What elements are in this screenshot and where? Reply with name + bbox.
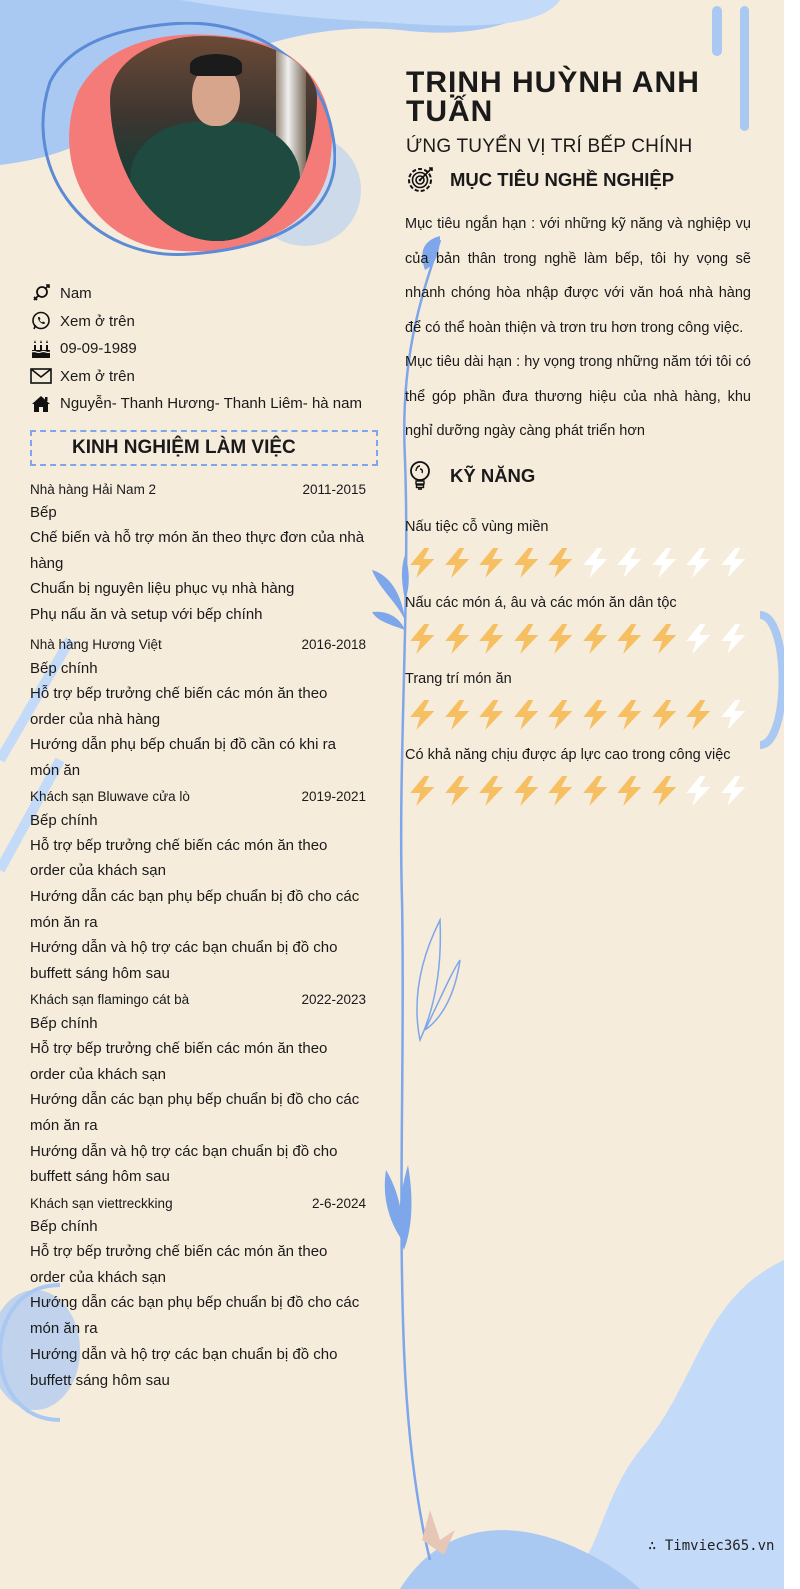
- profile-photo: [110, 36, 317, 241]
- job-duty: Hướng dẫn và hộ trợ các bạn chuẩn bị đồ cho buffett sáng hôm sau: [30, 1345, 338, 1389]
- job-role: Bếp: [30, 504, 57, 521]
- job-period: 2022-2023: [301, 992, 366, 1008]
- bolt-filled-icon: [474, 546, 509, 580]
- skill-rating: [405, 622, 755, 656]
- bolt-empty-icon: [716, 698, 751, 732]
- candidate-name: TRỊNH HUỲNH ANH TUẤN: [406, 66, 700, 128]
- job-role: Bếp chính: [30, 811, 98, 829]
- job-period: 2-6-2024: [311, 1195, 366, 1211]
- bolt-filled-icon: [612, 774, 647, 808]
- skill-rating: [405, 698, 755, 732]
- skill-name: Có khả năng chịu được áp lực cao trong công việc: [405, 747, 731, 763]
- bolt-empty-icon: [716, 774, 751, 808]
- bolt-empty-icon: [647, 546, 682, 580]
- bolt-filled-icon: [440, 546, 475, 580]
- contact-email: [30, 363, 380, 391]
- experience-heading: [30, 430, 378, 466]
- job-item: [30, 989, 366, 1190]
- job-duty: Hướng dẫn và hộ trợ các bạn chuẩn bị đồ cho buffett sáng hôm sau: [30, 1142, 338, 1186]
- bolt-filled-icon: [647, 622, 682, 656]
- bolt-filled-icon: [474, 774, 509, 808]
- skill-rating: [405, 546, 755, 580]
- bolt-filled-icon: [509, 698, 544, 732]
- job-role: Bếp chính: [30, 659, 98, 677]
- bolt-filled-icon: [440, 774, 475, 808]
- bolt-empty-icon: [681, 622, 716, 656]
- bolt-empty-icon: [681, 546, 716, 580]
- bolt-filled-icon: [543, 698, 578, 732]
- bolt-filled-icon: [543, 622, 578, 656]
- applied-position: ỨNG TUYỂN VỊ TRÍ BẾP CHÍNH: [406, 136, 693, 157]
- bolt-filled-icon: [474, 698, 509, 732]
- skill-name: Nấu tiệc cỗ vùng miền: [405, 519, 549, 535]
- skills-title: KỸ NĂNG: [450, 465, 536, 486]
- bolt-filled-icon: [681, 698, 716, 732]
- skill-name: Trang trí món ăn: [405, 671, 512, 687]
- job-company: Khách sạn Bluwave cửa lò: [30, 789, 190, 805]
- job-company: Nhà hàng Hương Việt: [30, 637, 162, 653]
- job-duty: Chuẩn bị nguyên liệu phục vụ nhà hàng: [30, 580, 295, 598]
- bolt-empty-icon: [578, 546, 613, 580]
- job-duty: Hướng dẫn và hộ trợ các bạn chuẩn bị đồ cho buffett sáng hôm sau: [30, 939, 338, 983]
- lightbulb-icon: [404, 460, 436, 492]
- gender-value: Nam: [60, 285, 92, 303]
- bolt-filled-icon: [440, 622, 475, 656]
- job-period: 2016-2018: [301, 637, 366, 653]
- bolt-empty-icon: [716, 546, 751, 580]
- job-duty: Phụ nấu ăn và setup với bếp chính: [30, 606, 263, 624]
- bolt-filled-icon: [647, 774, 682, 808]
- bolt-filled-icon: [405, 546, 440, 580]
- skills-list: [405, 514, 755, 818]
- contact-address: [30, 390, 380, 418]
- job-duty: Hỗ trợ bếp trưởng chế biến các món ăn theo order của khách sạn: [30, 1243, 328, 1286]
- job-duty: Hỗ trợ bếp trưởng chế biến các món ăn theo order của khách sạn: [30, 836, 328, 880]
- skill-item: [405, 742, 755, 818]
- job-item: [30, 786, 366, 987]
- objective-text: [405, 207, 751, 449]
- bolt-filled-icon: [405, 622, 440, 656]
- email-value: Xem ở trên: [60, 367, 135, 385]
- bolt-filled-icon: [612, 698, 647, 732]
- job-duty: Chế biến và hỗ trợ món ăn theo thực đơn của nhà hàng: [30, 529, 365, 572]
- phone-icon: [30, 311, 52, 331]
- bolt-filled-icon: [509, 774, 544, 808]
- gender-icon: [30, 284, 52, 304]
- bolt-empty-icon: [681, 774, 716, 808]
- home-icon: [30, 394, 52, 414]
- skill-rating: [405, 774, 755, 808]
- bolt-filled-icon: [509, 622, 544, 656]
- bolt-empty-icon: [716, 622, 751, 656]
- skills-heading: [404, 460, 535, 492]
- objective-heading: [404, 164, 674, 196]
- address-value: Nguyễn- Thanh Hương- Thanh Liêm- hà nam: [60, 395, 362, 413]
- envelope-icon: [30, 366, 52, 386]
- job-item: [30, 1192, 366, 1393]
- job-company: Khách sạn viettreckking: [30, 1195, 173, 1211]
- contact-info: [30, 280, 380, 418]
- bolt-filled-icon: [578, 698, 613, 732]
- skill-item: [405, 590, 755, 666]
- birthday-cake-icon: [30, 339, 52, 359]
- contact-birthday: [30, 335, 380, 363]
- job-duty: Hướng dẫn các bạn phụ bếp chuẩn bị đồ cho các món ăn ra: [30, 1091, 360, 1134]
- target-gear-icon: [404, 164, 436, 196]
- profile-photo-frame: [30, 22, 336, 257]
- job-duty: Hỗ trợ bếp trưởng chế biến các món ăn theo order của nhà hàng: [30, 684, 328, 728]
- phone-value: Xem ở trên: [60, 312, 135, 330]
- job-period: 2011-2015: [302, 481, 366, 497]
- bolt-filled-icon: [509, 546, 544, 580]
- experience-title: KINH NGHIỆM LÀM VIỆC: [72, 437, 296, 458]
- footer-brand[interactable]: ∴ Timviec365.vn: [648, 1538, 775, 1554]
- bolt-filled-icon: [405, 774, 440, 808]
- skill-item: [405, 666, 755, 742]
- experience-list: [30, 478, 366, 1395]
- skill-item: [405, 514, 755, 590]
- job-duty: Hướng dẫn phụ bếp chuẩn bị đồ cần có khi ra món ăn: [30, 736, 336, 779]
- bolt-filled-icon: [578, 622, 613, 656]
- job-company: Khách sạn flamingo cát bà: [30, 992, 190, 1008]
- bolt-empty-icon: [612, 546, 647, 580]
- objective-long-term: Mục tiêu dài hạn : hy vọng trong những năm tới tôi có thể góp phần đưa thương hiệu của nhà hàng, khu nghỉ dưỡng ngày càng phát triển hơn: [405, 354, 751, 439]
- job-period: 2019-2021: [301, 789, 366, 805]
- bolt-filled-icon: [474, 622, 509, 656]
- bolt-filled-icon: [440, 698, 475, 732]
- job-duty: Hỗ trợ bếp trưởng chế biến các món ăn theo order của khách sạn: [30, 1039, 328, 1083]
- job-item: [30, 478, 366, 628]
- bolt-filled-icon: [405, 698, 440, 732]
- bolt-filled-icon: [647, 698, 682, 732]
- bolt-filled-icon: [578, 774, 613, 808]
- contact-gender: [30, 280, 380, 308]
- job-company: Nhà hàng Hải Nam 2: [30, 481, 157, 497]
- job-item: [30, 634, 366, 784]
- contact-phone: [30, 308, 380, 336]
- job-duty: Hướng dẫn các bạn phụ bếp chuẩn bị đồ cho các món ăn ra: [30, 888, 360, 931]
- job-role: Bếp chính: [30, 1014, 98, 1032]
- skill-name: Nấu các món á, âu và các món ăn dân tộc: [405, 595, 677, 611]
- bolt-filled-icon: [543, 774, 578, 808]
- bolt-filled-icon: [543, 546, 578, 580]
- job-role: Bếp chính: [30, 1218, 98, 1236]
- objective-short-term: Mục tiêu ngắn hạn : với những kỹ năng và nghiệp vụ của bản thân trong nghề làm bếp, tôi hy vọng sẽ nhanh chóng hòa nhập được với văn hoá nhà hàng để có thể hoàn thiện và trơn tru hơn trong công việc.: [405, 216, 751, 336]
- birthday-value: 09-09-1989: [60, 340, 137, 358]
- bolt-filled-icon: [612, 622, 647, 656]
- job-duty: Hướng dẫn các bạn phụ bếp chuẩn bị đồ cho các món ăn ra: [30, 1294, 360, 1338]
- objective-title: MỤC TIÊU NGHỀ NGHIỆP: [450, 169, 675, 190]
